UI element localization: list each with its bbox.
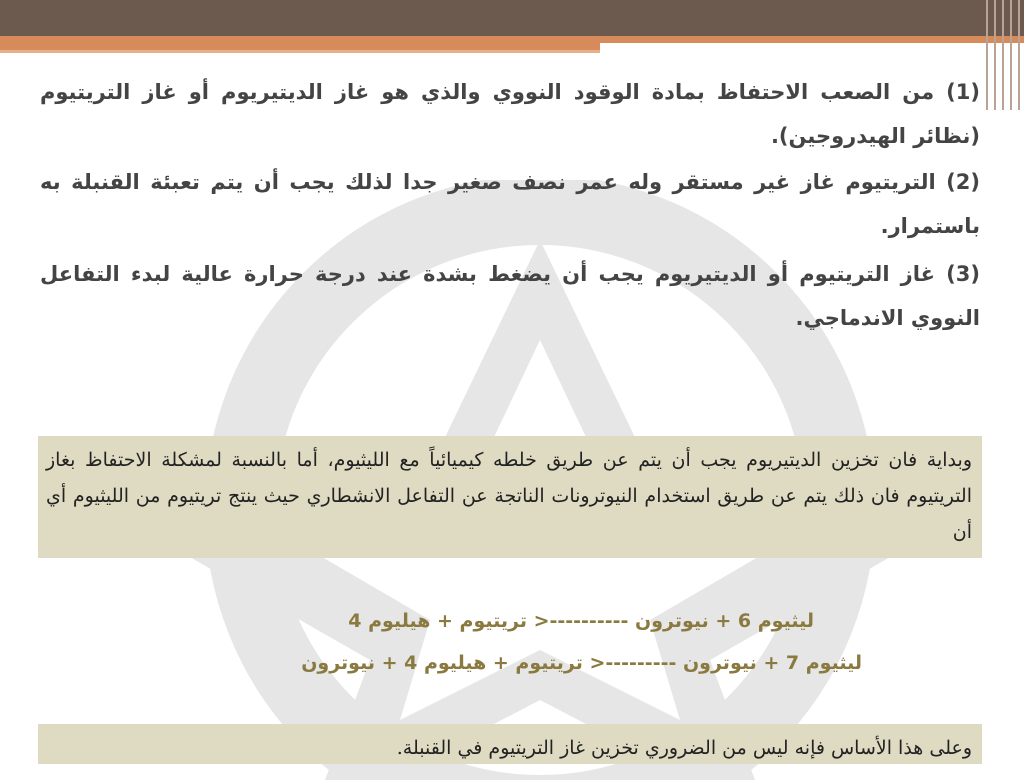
equation-2: ليثيوم 7 + نيوترون ---------< تريتيوم + هيليوم 4 + نيوترون <box>301 652 862 674</box>
equation-1: ليثيوم 6 + نيوترون ----------< تريتيوم + هيليوم 4 <box>348 610 814 632</box>
conclusion-text: وعلى هذا الأساس فإنه ليس من الضروري تخزين غاز التريتيوم في القنبلة. <box>396 737 972 759</box>
header-band <box>0 0 1024 36</box>
paragraph-1: (1) من الصعب الاحتفاظ بمادة الوقود النووي والذي هو غاز الديتيريوم أو غاز التريتيوم (نظائر الهيدروجين). <box>40 80 980 148</box>
highlight-box <box>38 436 982 558</box>
decorative-vertical-bars <box>982 0 1024 110</box>
conclusion-box <box>38 724 982 764</box>
paragraph-2: (2) التريتيوم غاز غير مستقر وله عمر نصف صغير جدا لذلك يجب أن يتم تعبئة القنبلة به باستمرار. <box>40 170 980 238</box>
highlight-box-text: وبداية فان تخزين الديتيريوم يجب أن يتم عن طريق خلطه كيميائياً مع الليثيوم، أما بالنسبة لمشكلة الاحتفاظ بغاز التريتيوم فان ذلك يتم عن طريق استخدام النيوترونات الناتجة عن التفاعل الانشطاري حيث ينتج تريتيوم من الليثيوم أي أن <box>46 449 973 543</box>
paragraph-3: (3) غاز التريتيوم أو الديتيريوم يجب أن يضغط بشدة عند درجة حرارة عالية لبدء التفاعل النووي الاندماجي. <box>40 262 980 330</box>
header-gap <box>600 43 1024 53</box>
